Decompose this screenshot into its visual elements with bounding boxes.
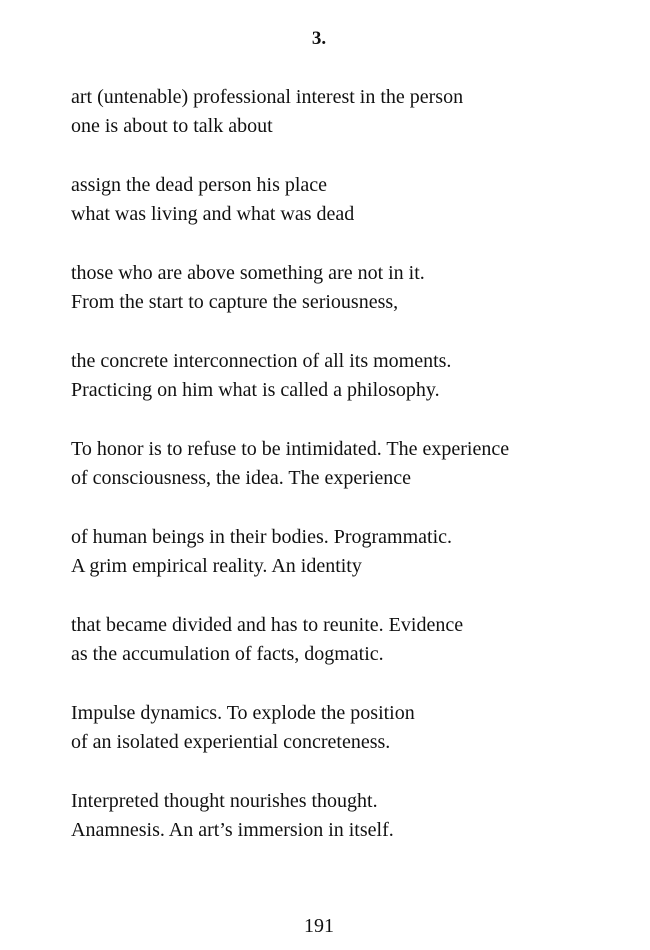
poem-line: those who are above something are not in it. bbox=[71, 262, 425, 284]
poem-line: the concrete interconnection of all its moments. bbox=[71, 350, 452, 372]
stanza bbox=[71, 259, 631, 347]
poem-line: of consciousness, the idea. The experience bbox=[71, 467, 412, 489]
stanza bbox=[71, 699, 631, 787]
stanza bbox=[71, 611, 631, 699]
page-number: 191 bbox=[304, 915, 334, 937]
poem-line: Impulse dynamics. To explode the position bbox=[71, 702, 415, 724]
poem-line: A grim empirical reality. An identity bbox=[71, 555, 362, 577]
stanza bbox=[71, 83, 631, 171]
poem-line: assign the dead person his place bbox=[71, 174, 328, 196]
poem-line: of human beings in their bodies. Programmatic. bbox=[71, 526, 453, 548]
poem-line: To honor is to refuse to be intimidated. The experience bbox=[71, 438, 510, 460]
poem-line: as the accumulation of facts, dogmatic. bbox=[71, 643, 384, 665]
poem-line: what was living and what was dead bbox=[71, 203, 355, 225]
poem-line: Interpreted thought nourishes thought. bbox=[71, 790, 378, 812]
poem-line: of an isolated experiential concreteness. bbox=[71, 731, 391, 753]
poem-line: From the start to capture the seriousness, bbox=[71, 291, 399, 313]
poem-line: Anamnesis. An art’s immersion in itself. bbox=[71, 819, 394, 841]
poem-line: one is about to talk about bbox=[71, 115, 273, 137]
stanza bbox=[71, 171, 631, 259]
poem-body bbox=[71, 83, 631, 875]
stanza bbox=[71, 435, 631, 523]
stanza bbox=[71, 523, 631, 611]
poem-line: art (untenable) professional interest in the person bbox=[71, 86, 464, 108]
poem-line: that became divided and has to reunite. Evidence bbox=[71, 614, 464, 636]
stanza bbox=[71, 347, 631, 435]
stanza bbox=[71, 787, 631, 875]
section-number: 3. bbox=[311, 28, 327, 49]
poem-line: Practicing on him what is called a philosophy. bbox=[71, 379, 440, 401]
